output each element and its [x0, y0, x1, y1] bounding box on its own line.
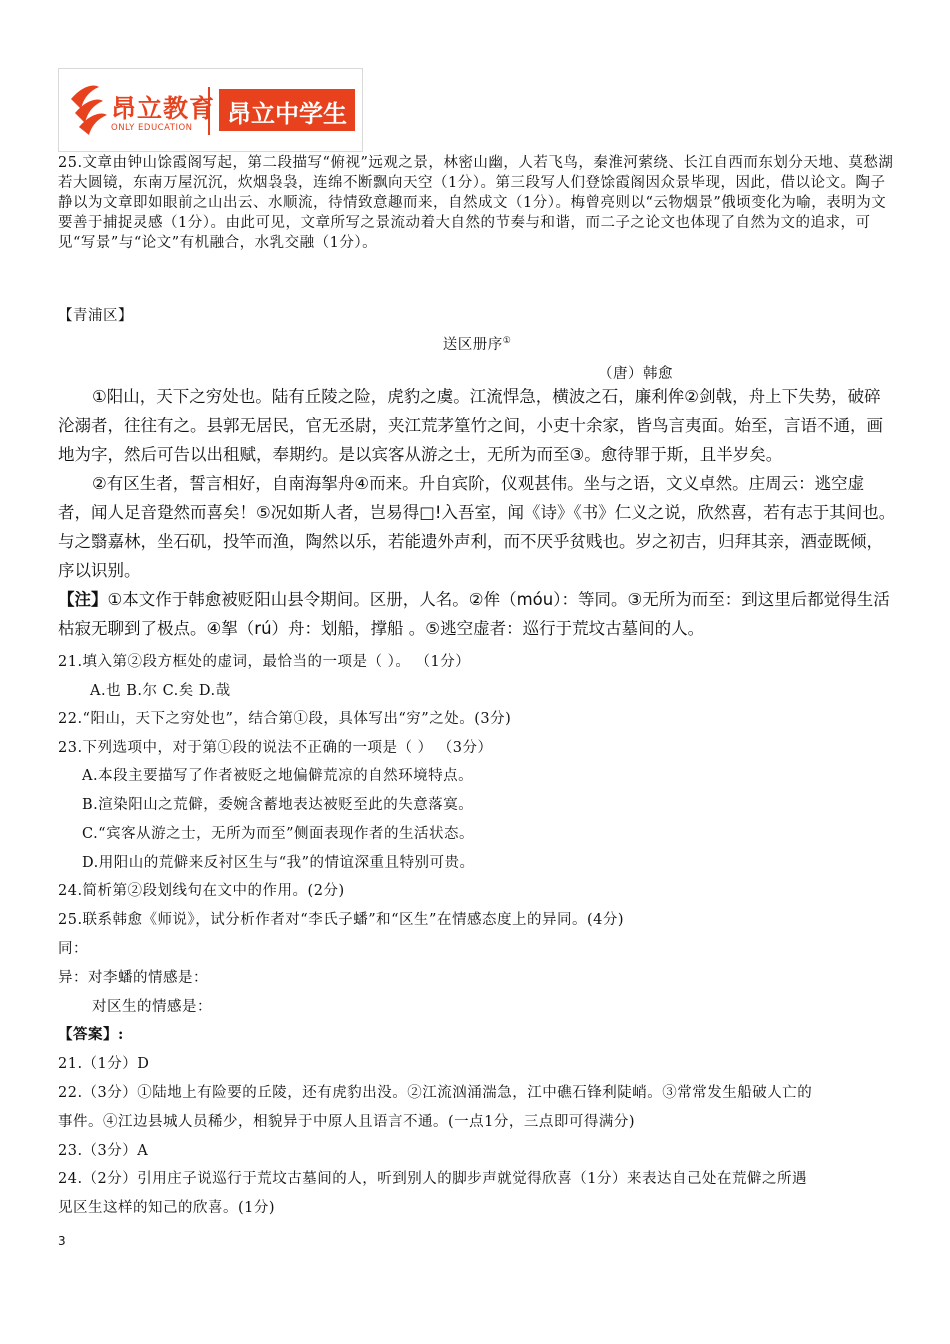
- question-21-options: A.也 B.尔 C.矣 D.哉: [90, 683, 231, 699]
- passage-author: （唐）韩愈: [598, 366, 673, 382]
- brand-logo: [58, 68, 363, 152]
- question-25-diff-li-pan: 异：对李蟠的情感是：: [58, 970, 208, 986]
- section-header: 【青浦区】: [58, 308, 133, 324]
- answer-24-line-1: 24.（2分）引用庄子说巡行于荒坟古墓间的人，听到别人的脚步声就觉得欣喜（1分）来表达自己处在荒僻之所遇: [58, 1171, 808, 1187]
- passage-title: [58, 333, 896, 354]
- logo-brand-cn: 昂立教育: [111, 94, 216, 123]
- question-25-same: 同：: [58, 941, 88, 957]
- note-text: ①本文作于韩愈被贬阳山县令期间。区册，人名。②侔（móu）：等同。③无所为而至：到这里后都觉得生活枯寂无聊到了极点。④挐（rú）舟：划船，撑船 。⑤逃空虚者：巡行于荒坟古墓间的人。: [58, 590, 890, 638]
- question-23-option-c: C.“宾客从游之士，无所为而至”侧面表现作者的生活状态。: [82, 826, 475, 842]
- question-23-option-d: D.用阳山的荒僻来反衬区生与“我”的情谊深重且特别可贵。: [82, 855, 475, 871]
- passage-title-text: 送区册序: [442, 337, 503, 353]
- question-23-option-a: A.本段主要描写了作者被贬之地偏僻荒凉的自然环境特点。: [82, 768, 474, 784]
- question-21: 21.填入第②段方框处的虚词，最恰当的一项是（ ）。 （1分）: [58, 654, 471, 670]
- passage-paragraph-2: ②有区生者，誓言相好，自南海挐舟④而来。升自宾阶，仪观甚伟。坐与之语，文义卓然。庄周云：逃空虚者，闻人足音跫然而喜矣！⑤况如斯人者，岂易得□!入吾室，闻《诗》《书》仁义之说，欣然喜，若有志于其间也。与之翳嘉林，坐石矶，投竿而渔，陶然以乐，若能遗外声利，而不厌乎贫贱也。岁之初吉，归拜其亲，酒壶既倾，序以识别。: [58, 474, 896, 580]
- note-label: 【注】: [58, 590, 108, 609]
- question-24: 24.简析第②段划线句在文中的作用。(2分): [58, 883, 345, 899]
- previous-answer-25: 25.文章由钟山馀霞阁写起，第二段描写“俯视”远观之景，林密山幽，人若飞鸟，秦淮河萦绕、长江自西而东划分天地、莫愁湖若大圆镜，东南万屋沉沉，炊烟袅袅，连绵不断飘向天空（1分）。第三段写人们登馀霞阁因众景毕现，因此，借以论文。陶子静以为文章即如眼前之山出云、水顺流，待情致意趣而来，自然成文（1分）。梅曾亮则以“云物烟景”俄顷变化为喻，表明为文要善于捕捉灵感（1分）。由此可见，文章所写之景流动着大自然的节奏与和谐，而二子之论文也体现了自然为文的追求，可见“写景”与“论文”有机融合，水乳交融（1分）。: [58, 155, 894, 251]
- logo-brand-en: ONLY EDUCATION: [111, 123, 193, 133]
- answer-21: 21.（1分）D: [58, 1056, 150, 1072]
- question-25-diff-qu-sheng: 对区生的情感是：: [92, 999, 212, 1015]
- answer-22-line-1: 22.（3分）①陆地上有险要的丘陵，还有虎豹出没。②江流汹涌湍急，江中礁石锋利陡峭。③常常发生船破人亡的: [58, 1085, 813, 1101]
- answer-23: 23.（3分）A: [58, 1143, 149, 1159]
- question-23-option-b: B.渲染阳山之荒僻，委婉含蓄地表达被贬至此的失意落寞。: [82, 797, 474, 813]
- question-23: 23.下列选项中，对于第①段的说法不正确的一项是（ ） （3分）: [58, 740, 493, 756]
- page-number: 3: [58, 1234, 66, 1248]
- question-22: 22.“阳山，天下之穷处也”，结合第①段，具体写出“穷”之处。(3分): [58, 711, 512, 727]
- passage-title-note: ①: [502, 336, 512, 347]
- logo-sub-brand: 昂立中学生: [227, 100, 347, 128]
- answers-header: 【答案】:: [58, 1026, 124, 1043]
- passage-paragraph-1: ①阳山，天下之穷处也。陆有丘陵之险，虎豹之虞。江流悍急，横波之石，廉利侔②剑戟，舟上下失势，破碎沦溺者，往往有之。县郭无居民，官无丞尉，夹江荒茅篁竹之间，小吏十余家，皆鸟言夷面。始至，言语不通，画地为字，然后可告以出租赋，奉期约。是以宾客从游之士，无所为而至③。愈待罪于斯，且半岁矣。: [58, 387, 883, 464]
- passage-notes: [58, 585, 896, 643]
- question-25: 25.联系韩愈《师说》，试分析作者对“李氏子蟠”和“区生”在情感态度上的异同。(4分): [58, 912, 624, 928]
- answer-24-line-2: 见区生这样的知己的欣喜。(1分): [58, 1200, 276, 1216]
- answer-22-line-2: 事件。④江边县城人员稀少，相貌异于中原人且语言不通。(一点1分，三点即可得满分): [58, 1114, 636, 1130]
